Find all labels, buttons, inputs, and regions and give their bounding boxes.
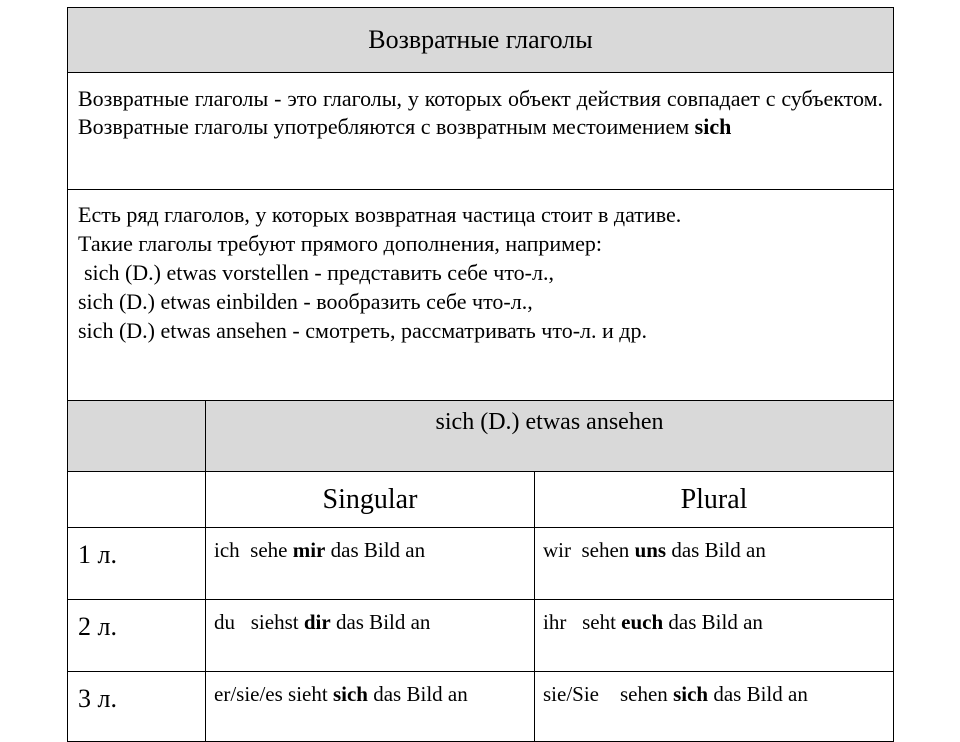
dative-line: sich (D.) etwas einbilden - вообразить себе что-л.,	[78, 289, 533, 314]
table-row	[68, 528, 894, 600]
definition-bold-sich: sich	[694, 114, 732, 139]
person-label: 1 л.	[68, 528, 206, 600]
plural-form: ihr seht euch das Bild an	[535, 600, 894, 672]
singular-form: er/sie/es sieht sich das Bild an	[206, 672, 535, 742]
grammar-slide	[67, 7, 893, 713]
definition-cell	[68, 73, 894, 190]
plural-form: wir sehen uns das Bild an	[535, 528, 894, 600]
dative-cell	[68, 190, 894, 401]
person-label: 2 л.	[68, 600, 206, 672]
empty-header-cell	[68, 472, 206, 528]
singular-form: ich sehe mir das Bild an	[206, 528, 535, 600]
definition-text: Возвратные глаголы - это глаголы, у которых объект действия совпадает с субъектом. Возвратные глаголы употребляются с возвратным местоимением	[78, 86, 884, 139]
reflexive-verbs-table	[67, 7, 894, 742]
plural-header: Plural	[535, 472, 894, 528]
verb-heading: sich (D.) etwas ansehen	[206, 401, 894, 472]
empty-corner-cell	[68, 401, 206, 472]
dative-line: Есть ряд глаголов, у которых возвратная частица стоит в дативе.	[78, 202, 682, 227]
singular-header: Singular	[206, 472, 535, 528]
dative-line: Такие глаголы требуют прямого дополнения, например:	[78, 231, 602, 256]
dative-line: sich (D.) etwas vorstellen - представить себе что-л.,	[84, 260, 554, 285]
table-row	[68, 600, 894, 672]
person-label: 3 л.	[68, 672, 206, 742]
singular-form: du siehst dir das Bild an	[206, 600, 535, 672]
table-row	[68, 672, 894, 742]
table-title: Возвратные глаголы	[68, 8, 894, 73]
plural-form: sie/Sie sehen sich das Bild an	[535, 672, 894, 742]
dative-line: sich (D.) etwas ansehen - смотреть, рассматривать что-л. и др.	[78, 318, 647, 343]
